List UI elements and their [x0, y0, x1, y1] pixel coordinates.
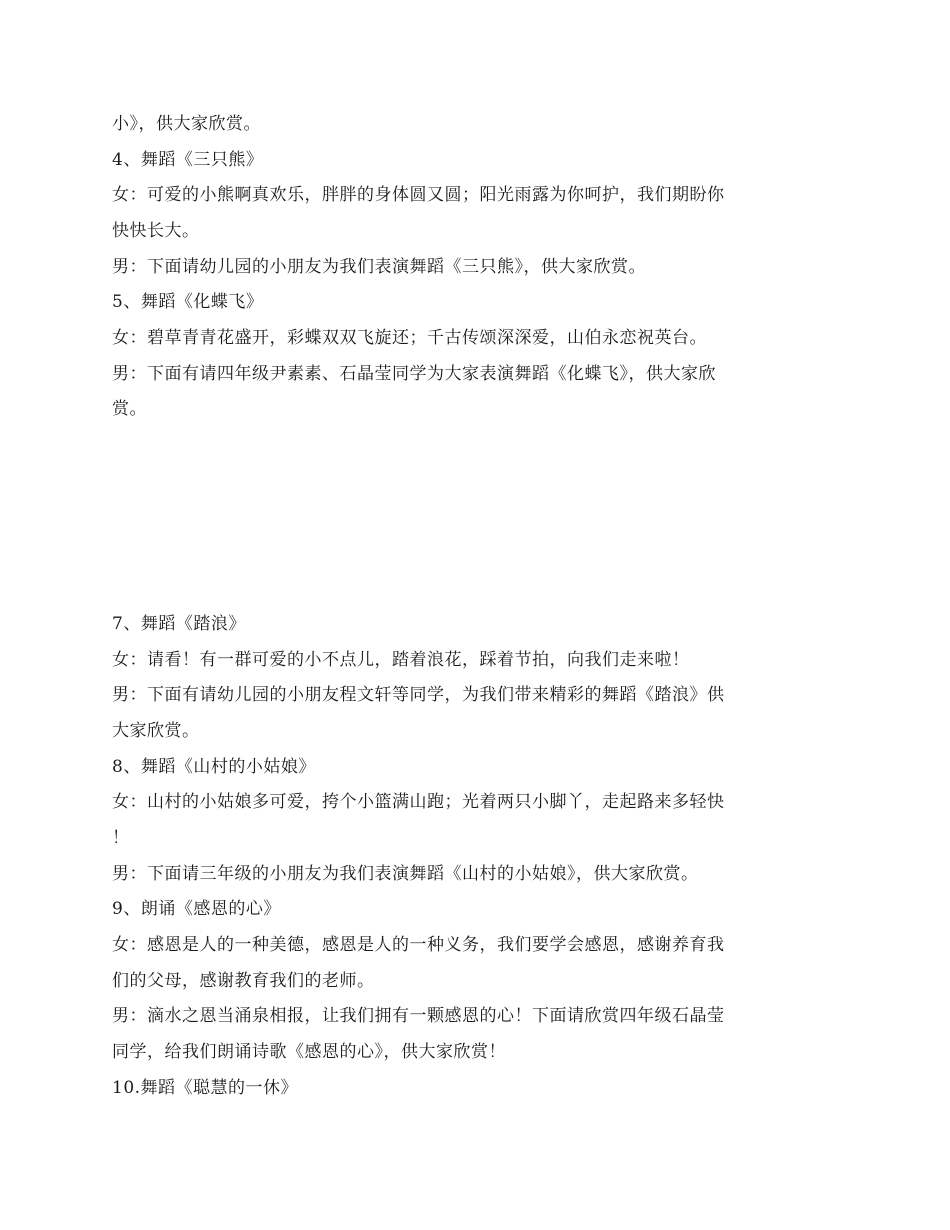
female-host-line: 女：碧草青青花盛开，彩蝶双双飞旋还；千古传颂深深爱，山伯永恋祝英台。 — [112, 328, 707, 348]
program-item-heading: 4、舞蹈《三只熊》 — [112, 150, 264, 170]
text-line-continuation: 小》，供大家欣赏。 — [112, 114, 261, 134]
text-line-continuation: ！ — [112, 828, 130, 848]
program-item-heading: 7、舞蹈《踏浪》 — [112, 614, 246, 634]
program-item-heading: 5、舞蹈《化蝶飞》 — [112, 292, 264, 312]
male-host-line: 男：滴水之恩当涌泉相报，让我们拥有一颗感恩的心！下面请欣赏四年级石晶莹 — [112, 1006, 725, 1026]
female-host-line: 女：感恩是人的一种美德，感恩是人的一种义务，我们要学会感恩，感谢养育我 — [112, 935, 725, 955]
male-host-line: 男：下面有请幼儿园的小朋友程文轩等同学，为我们带来精彩的舞蹈《踏浪》供 — [112, 685, 725, 705]
female-host-line: 女：可爱的小熊啊真欢乐，胖胖的身体圆又圆；阳光雨露为你呵护，我们期盼你 — [112, 185, 725, 205]
male-host-line: 男：下面有请四年级尹素素、石晶莹同学为大家表演舞蹈《化蝶飞》，供大家欣 — [112, 364, 716, 384]
program-item-heading: 10.舞蹈《聪慧的一休》 — [112, 1078, 299, 1098]
male-host-line: 男：下面请幼儿园的小朋友为我们表演舞蹈《三只熊》，供大家欣赏。 — [112, 257, 646, 277]
program-item-heading: 9、朗诵《感恩的心》 — [112, 899, 281, 919]
text-line-continuation: 大家欣赏。 — [112, 721, 200, 741]
text-line-continuation: 快快长大。 — [112, 221, 200, 241]
text-line-continuation: 同学，给我们朗诵诗歌《感恩的心》，供大家欣赏！ — [112, 1042, 506, 1062]
text-line-continuation: 赏。 — [112, 399, 147, 419]
text-line-continuation: 们的父母，感谢教育我们的老师。 — [112, 971, 375, 991]
female-host-line: 女：请看！有一群可爱的小不点儿，踏着浪花，踩着节拍，向我们走来啦！ — [112, 650, 690, 670]
male-host-line: 男：下面请三年级的小朋友为我们表演舞蹈《山村的小姑娘》，供大家欣赏。 — [112, 864, 699, 884]
program-item-heading: 8、舞蹈《山村的小姑娘》 — [112, 757, 316, 777]
female-host-line: 女：山村的小姑娘多可爱，挎个小篮满山跑；光着两只小脚丫，走起路来多轻快 — [112, 792, 725, 812]
